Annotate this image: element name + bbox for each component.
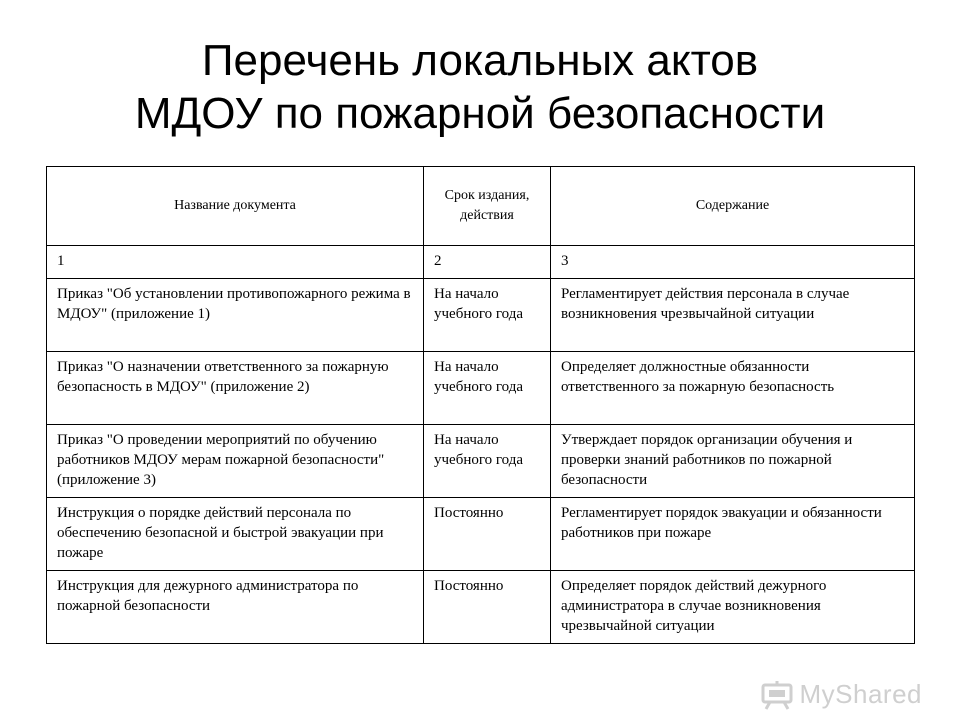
content-cell: Определяет должностные обязанности ответственного за пожарную безопасность [551, 352, 915, 425]
content-cell: Регламентирует порядок эвакуации и обязанности работников при пожаре [551, 498, 915, 571]
table-row [47, 352, 915, 425]
term-cell: Постоянно [424, 498, 551, 571]
slide-title-line-2: МДОУ по пожарной безопасности [134, 89, 826, 138]
header-document-name: Название документа [47, 167, 424, 246]
watermark [760, 679, 923, 710]
content-cell: Регламентирует действия персонала в случае возникновения чрезвычайной ситуации [551, 279, 915, 352]
column-number: 2 [424, 246, 551, 279]
document-name-cell: Приказ "Об установлении противопожарного режима в МДОУ" (приложение 1) [47, 279, 424, 352]
column-number-row [47, 246, 915, 279]
table-header-row [47, 167, 915, 246]
document-name-cell: Приказ "О назначении ответственного за пожарную безопасность в МДОУ" (приложение 2) [47, 352, 424, 425]
document-name-cell: Приказ "О проведении мероприятий по обучению работников МДОУ мерам пожарной безопасности" (приложение 3) [47, 425, 424, 498]
document-name-cell: Инструкция для дежурного администратора по пожарной безопасности [47, 571, 424, 644]
term-cell: На начало учебного года [424, 425, 551, 498]
acts-table [46, 166, 915, 644]
table-row [47, 571, 915, 644]
table-row [47, 425, 915, 498]
table-row [47, 279, 915, 352]
content-cell: Утверждает порядок организации обучения и проверки знаний работников по пожарной безопасности [551, 425, 915, 498]
header-term: Срок издания, действия [424, 167, 551, 246]
presentation-board-icon [760, 680, 794, 710]
content-cell: Определяет порядок действий дежурного администратора в случае возникновения чрезвычайной ситуации [551, 571, 915, 644]
term-cell: На начало учебного года [424, 352, 551, 425]
slide-title [0, 34, 960, 140]
watermark-text: MyShared [799, 679, 922, 709]
slide-title-line-1: Перечень локальных актов [201, 36, 759, 85]
header-content: Содержание [551, 167, 915, 246]
document-name-cell: Инструкция о порядке действий персонала по обеспечению безопасной и быстрой эвакуации при пожаре [47, 498, 424, 571]
term-cell: Постоянно [424, 571, 551, 644]
term-cell: На начало учебного года [424, 279, 551, 352]
column-number: 1 [47, 246, 424, 279]
column-number: 3 [551, 246, 915, 279]
table-row [47, 498, 915, 571]
